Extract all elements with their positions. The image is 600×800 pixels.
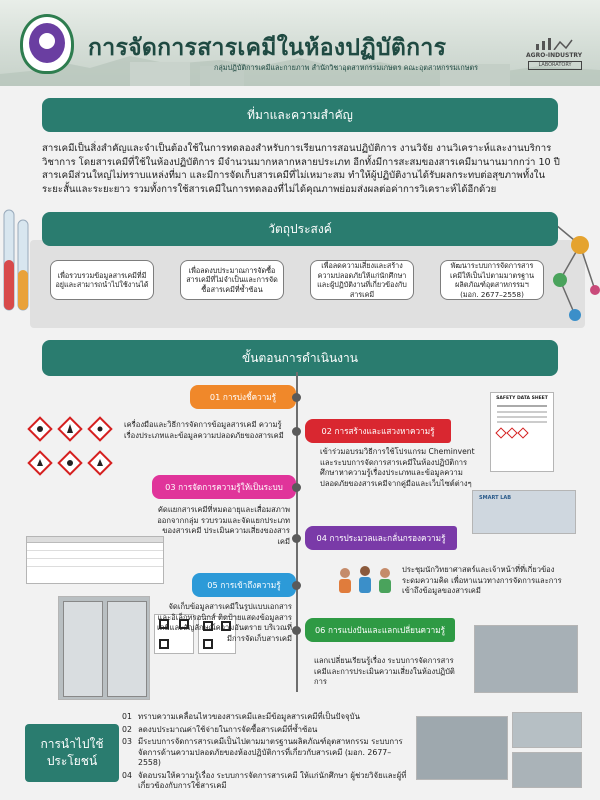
step-04-refine: 04 การประมวลและกลั่นกรองความรู้: [305, 526, 457, 550]
safety-data-sheet-image: [490, 392, 554, 472]
objective-item-3: เพื่อลดความเสี่ยงและสร้างความปลอดภัยให้แก่นักศึกษาและผู้ปฏิบัติงานที่เกี่ยวข้องกับสารเคมี: [310, 260, 414, 300]
objectives-section-title: วัตถุประสงค์: [42, 212, 558, 246]
step-01-identify: 01 การบ่งชี้ความรู้: [190, 385, 296, 409]
step-04-description: ประชุมนักวิทยาศาสตร์และเจ้าหน้าที่ที่เกี่ยวข้องระดมความคิด เพื่อหาแนวทางการจัดการและการเข้าถึงข้อมูลของสารเคมี: [402, 565, 562, 595]
objective-item-2: เพื่อลดงบประมาณการจัดซื้อสารเคมีที่ไม่จำเป็นและการจัดซื้อสารเคมีที่ซ้ำซ้อน: [180, 260, 284, 300]
sds-label: SAFETY DATA SHEET: [496, 396, 548, 401]
test-tubes-illustration: [0, 200, 36, 320]
training-group-photo: [416, 716, 508, 780]
agro-industry-lab-logo: [524, 38, 584, 70]
usage-list: [122, 712, 412, 793]
background-section-title: ที่มาและความสำคัญ: [42, 98, 558, 132]
objective-item-4: พัฒนาระบบการจัดการสารเคมีให้เป็นไปตามมาตรฐานผลิตภัณฑ์อุตสาหกรรมฯ (มอก. 2677–2558): [440, 260, 544, 300]
process-section-title: ขั้นตอนการดำเนินงาน: [42, 340, 558, 376]
usage-item-number: 01: [122, 712, 132, 721]
meeting-people-icon: [333, 563, 397, 599]
university-seal-logo: [20, 14, 74, 74]
timeline-node: [292, 581, 301, 590]
usage-item-text: ลดงบประมาณค่าใช้จ่ายในการจัดซื้อสารเคมีที่ซ้ำซ้อน: [138, 724, 318, 734]
usage-item: [122, 737, 412, 768]
lab-training-photo-2: [512, 752, 582, 788]
header-banner: [0, 0, 600, 86]
step-05-description: จัดเก็บข้อมูลสารเคมีในรูปแบบเอกสาร และอิเล็กทรอนิกส์ ติดป้ายแสดงข้อมูลสารเคมีและสัญลักษณ์ความอันตราย บริเวณที่มีการจัดเก็บสารเคมี: [156, 602, 292, 643]
usage-item: [122, 725, 412, 735]
step-06-share: 06 การแบ่งปันและแลกเปลี่ยนความรู้: [305, 618, 455, 642]
page-title: การจัดการสารเคมีในห้องปฏิบัติการ: [88, 35, 447, 61]
usage-item-number: 03: [122, 737, 132, 747]
chemical-inventory-table-image: [26, 536, 164, 584]
usage-item-text: ทราบความเคลื่อนไหวของสารเคมีและมีข้อมูลสารเคมีที่เป็นปัจจุบัน: [138, 712, 360, 721]
objective-item-1: เพื่อรวบรวมข้อมูลสารเคมีที่มีอยู่และสามารถนำไปใช้งานได้: [50, 260, 154, 300]
timeline-node: [292, 427, 301, 436]
step-03-systematize: 03 การจัดการความรู้ให้เป็นระบบ: [152, 475, 296, 499]
chemical-cabinet-photo: [58, 596, 150, 700]
timeline-node: [292, 534, 301, 543]
smart-lab-screen-image: [472, 490, 576, 534]
usage-item-text: มีระบบการจัดการสารเคมีเป็นไปตามมาตรฐานผลิตภัณฑ์อุตสาหกรรม ระบบการจัดการด้านความปลอดภัยของห้องปฏิบัติการที่เกี่ยวกับสารเคมี (มอก. 2677–2558): [138, 737, 403, 767]
step-01-description: เครื่องมือและวิธีการจัดการข้อมูลสารเคมี ความรู้เรื่องประเภทและข้อมูลความปลอดภัยของสารเคมี: [124, 420, 284, 440]
step-03-description: คัดแยกสารเคมีที่หมดอายุและเสื่อมสภาพออกจากกลุ่ม รวบรวมและจัดแยกประเภทของสารเคมี ประเมินความเสี่ยงของสารเคมี: [157, 505, 290, 546]
lab-logo-subtext: LABORATORY: [528, 61, 582, 70]
step-05-access: 05 การเข้าถึงความรู้: [192, 573, 296, 597]
usage-item-text: จัดอบรมให้ความรู้เรื่อง ระบบการจัดการสารเคมี ให้แก่นักศึกษา ผู้ช่วยวิจัยและผู้ที่เกี่ยวข้องกับการใช้สารเคมี: [138, 770, 407, 790]
step-06-description: แลกเปลี่ยนเรียนรู้เรื่อง ระบบการจัดการสารเคมีและการประเมินความเสี่ยงในห้องปฏิบัติการ: [314, 656, 455, 686]
usage-section-title: [25, 724, 119, 782]
usage-title-line-1: การนำไปใช้: [40, 737, 104, 751]
usage-item-number: 02: [122, 724, 132, 734]
process-timeline: [296, 372, 298, 692]
smart-lab-label: SMART LAB: [479, 495, 512, 501]
step-02-description: เข้าร่วมอบรมวิธีการใช้โปรแกรม Cheminvent และระบบการจัดการสารเคมีในห้องปฏิบัติการ ศึกษาหาความรู้เรื่องประเภทและข้อมูลความปลอดภัยของสารเคมีจากคู่มือและเว็บไซต์ต่างๆ: [320, 447, 475, 488]
lab-logo-bars-icon: [534, 38, 574, 50]
background-body-text: สารเคมีเป็นสิ่งสำคัญและจำเป็นต้องใช้ในการทดลองสำหรับการเรียนการสอนปฏิบัติการ งานวิจัย งานวิเคราะห์และงานบริการวิชาการ โดยสารเคมีที่ใช้ในห้องปฏิบัติการ มีจำนวนมากหลากหลายประเภท อีกทั้งมีการสะสมของสารเคมีมานานมากกว่า 10 ปี สารเคมีส่วนใหญ่ไม่ทราบแหล่งที่มา และมีการจัดเก็บสารเคมีที่ไม่เหมาะสม ทำให้ผู้ปฏิบัติงานได้รับผลกระทบต่อสุขภาพทั้งในระยะสั้นและระยะยาว รวมทั้งการใช้สารเคมีในการทดลองที่ไม่ได้คุณภาพย่อมส่งผลต่อค่าการวิเคราะห์ได้อีกด้วย: [42, 143, 560, 195]
lab-logo-text: AGRO-INDUSTRY: [526, 52, 583, 59]
timeline-node: [292, 626, 301, 635]
knowledge-sharing-group-photo: [474, 625, 578, 693]
lab-training-photo-1: [512, 712, 582, 748]
page-subtitle: กลุ่มปฏิบัติการเคมีและกายภาพ สำนักวิชาอุตสาหกรรมเกษตร คณะอุตสาหกรรมเกษตร: [214, 63, 478, 72]
timeline-node: [292, 393, 301, 402]
usage-item: [122, 771, 412, 791]
usage-title-line-2: ประโยชน์: [46, 754, 98, 768]
timeline-node: [292, 483, 301, 492]
step-02-acquire: 02 การสร้างและแสวงหาความรู้: [305, 419, 451, 443]
usage-item: [122, 712, 412, 722]
usage-item-number: 04: [122, 770, 132, 780]
hazard-symbols-icon: [18, 415, 118, 487]
